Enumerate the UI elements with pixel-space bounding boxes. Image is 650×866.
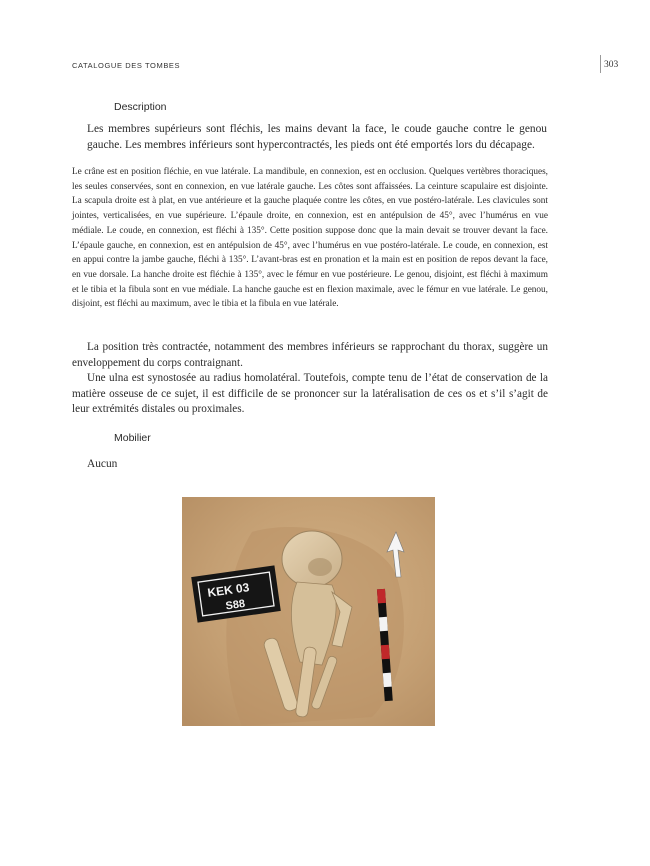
description-intro: Les membres supérieurs sont fléchis, les mains devant la face, le coude gauche contre le genou gauche. Les membres inférieurs sont hypercontractés, les pieds ont été emportés lors du décapage.	[87, 123, 547, 151]
description-heading: Description	[114, 101, 167, 113]
page-number-rule	[600, 55, 601, 73]
skull	[282, 531, 342, 587]
skull-shadow	[308, 558, 332, 576]
interpretation-paragraph-1: La position très contractée, notamment des membres inférieurs se rapprochant du thorax, suggère un enveloppement du corps contraignant.	[72, 341, 548, 369]
page-number: 303	[604, 60, 619, 70]
sign-line-2: S88	[224, 597, 246, 613]
burial-photo	[182, 497, 435, 726]
mobilier-text: Aucun	[87, 458, 118, 470]
interpretation-paragraph-2: Une ulna est synostosée au radius homolatéral. Toutefois, compte tenu de l’état de conservation de la matière osseuse de ce sujet, il est difficile de se prononcer sur la latéralisation de ces os et s’il s’agit de leur extrémités distales ou proximales.	[72, 372, 548, 415]
mobilier-heading: Mobilier	[114, 432, 151, 444]
sign-line-1: KEK 03	[206, 580, 251, 600]
running-head: CATALOGUE DES TOMBES	[72, 61, 181, 70]
description-detail: Le crâne est en position fléchie, en vue latérale. La mandibule, en connexion, est en occlusion. Quelques vertèbres thoraciques, les seules conservées, sont en connexion, en vue latérale gauche. Les côtes sont affaissées. La ceinture scapulaire est disjointe. La scapula droite est à plat, en vue antérieure et la gauche plaquée contre les côtes, en vue postéro-latérale. Les clavicules sont jointes, verticalisées, en vue supérieure. L’épaule droite, en connexion, est en antépulsion de 45°, avec l’humérus en vue médiale. Le coude, en connexion, est fléchi à 135°. Cette position suppose donc que la main devait se trouver devant la face. L’épaule gauche, en connexion, est en antépulsion de 45°, avec l’humérus en vue postéro-latérale. Le coude, en connexion, est en appui contre la jambe gauche, fléchi à 135°. L’avant-bras est en pronation et la main est en position de repos devant la face, en vue dorsale. La hanche droite est fléchie à 135°, avec le fémur en vue postérieure. Le genou, disjoint, est fléchi à maximum et le tibia et la fibula sont en vue médiale. La hanche gauche est en flexion maximale, avec le fémur en vue latérale. Le genou, disjoint, est fléchi au maximum, avec le tibia et la fibula en vue latérale.	[72, 167, 548, 310]
